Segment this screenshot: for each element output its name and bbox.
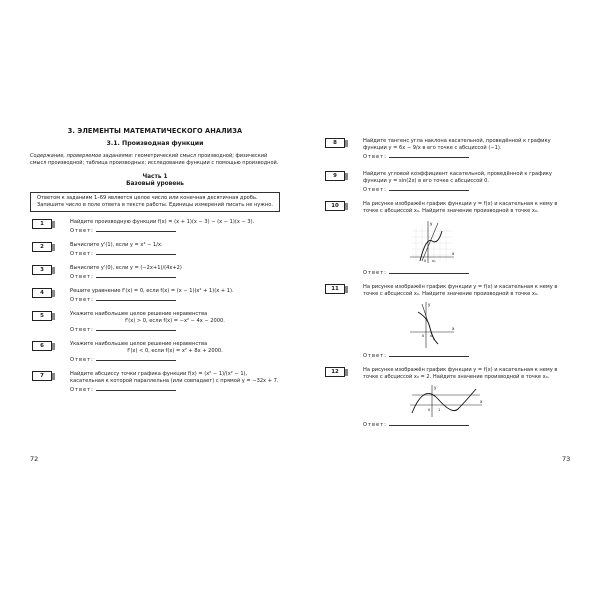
task-number: 12 [325, 367, 345, 377]
answer-row [70, 274, 280, 281]
task-text: На рисунке изображён график функции y = f(x) и касательная к нему в точке с абсциссой x₀. Найдите значение производной в точке x₀. [363, 284, 558, 297]
answer-label: Ответ: [70, 296, 94, 303]
task-number: 1 [32, 219, 52, 229]
task-3 [30, 265, 280, 281]
answer-field[interactable] [96, 254, 176, 255]
x-axis-label: x [452, 251, 455, 256]
task-number: 3 [32, 265, 52, 275]
task-5 [30, 311, 280, 334]
y-axis-label: y [434, 385, 437, 390]
task-number: 6 [32, 341, 52, 351]
left-page [30, 128, 280, 401]
task-text: Решите уравнение f'(x) = 0, если f(x) = (x − 1)(x² + 1)(x + 1). [70, 287, 234, 294]
task-2 [30, 242, 280, 258]
answer-label: Ответ: [363, 154, 387, 160]
content-label: Содержание, проверяемое заданиями: [30, 153, 134, 159]
task-number: 5 [32, 311, 52, 321]
answer-label: Ответ: [363, 187, 387, 193]
answer-label: Ответ: [70, 227, 94, 234]
answer-field[interactable] [389, 190, 469, 191]
answer-field[interactable] [96, 390, 176, 391]
task-4 [30, 288, 280, 304]
task-10 [323, 201, 573, 277]
graph-task-11 [408, 300, 468, 350]
function-curve [412, 389, 476, 413]
answer-label: Ответ: [70, 386, 94, 393]
origin-label: 0 [424, 259, 427, 263]
content-description [30, 153, 280, 166]
origin-label: 0 [422, 334, 425, 338]
right-page [323, 138, 573, 436]
task-number: 2 [32, 242, 52, 252]
subsection-title: 3.1. Производная функции [106, 140, 204, 147]
task-6 [30, 341, 280, 364]
task-1 [30, 219, 280, 235]
function-curve [418, 312, 438, 344]
task-text: Вычислите y'(0), если y = (−2x+1)/(4x+2) [70, 264, 182, 271]
task-number: 11 [325, 284, 345, 294]
answer-label: Ответ: [363, 270, 387, 276]
answer-label: Ответ: [363, 422, 387, 428]
task-11 [323, 284, 573, 360]
task-text: Укажите наибольшее целое решение неравенства [70, 340, 208, 347]
answer-label: Ответ: [363, 353, 387, 359]
content-text: геометрический смысл производной; физический смысл производной; таблица производных; исследование функции с помощью производной. [30, 153, 279, 166]
part-title: Часть 1 [142, 174, 168, 181]
page-number-right: 73 [562, 455, 571, 463]
answer-label: Ответ: [70, 250, 94, 257]
task-text: Найдите тангенс угла наклона касательной, проведённой к графику функции y = 6x − 9/x в его точке с абсциссой (−1). [363, 138, 551, 151]
answer-field[interactable] [389, 356, 469, 357]
x0-label: x₀ [430, 334, 434, 338]
task-number: 7 [32, 371, 52, 381]
task-8 [323, 138, 573, 161]
answer-field[interactable] [96, 231, 176, 232]
answer-row [363, 422, 573, 429]
page-number-left: 72 [30, 455, 39, 463]
task-7 [30, 371, 280, 394]
answer-row [363, 154, 573, 161]
task-text: Укажите наибольшее целое решение неравенства [70, 310, 208, 317]
task-text: На рисунке изображён график функции y = f(x) и касательная к нему в точке с абсциссой x₀ = 2. Найдите значение производной в точке x₀. [363, 367, 558, 380]
answer-row [70, 387, 280, 394]
answer-row [70, 327, 280, 334]
y-axis-label: y [428, 302, 431, 307]
answer-field[interactable] [96, 360, 176, 361]
graph-task-10 [408, 217, 468, 267]
x-axis-label: x [480, 399, 483, 404]
section-title: 3. ЭЛЕМЕНТЫ МАТЕМАТИЧЕСКОГО АНАЛИЗА [67, 127, 243, 135]
y-axis-label: y [430, 221, 433, 226]
task-text: На рисунке изображён график функции y = f(x) и касательная к нему в точке с абсциссой x₀. Найдите значение производной в точке x₀. [363, 201, 558, 214]
answer-row [363, 187, 573, 194]
answer-row [70, 251, 280, 258]
task-9 [323, 171, 573, 194]
answer-field[interactable] [389, 273, 469, 274]
answer-label: Ответ: [70, 326, 94, 333]
level-title: Базовый уровень [126, 181, 184, 188]
graph-task-12 [408, 383, 488, 419]
answer-row [70, 228, 280, 235]
origin-label: 0 [428, 408, 431, 412]
answer-label: Ответ: [70, 273, 94, 280]
answer-field[interactable] [96, 300, 176, 301]
answer-row [70, 297, 280, 304]
task-number: 8 [325, 138, 345, 148]
task-text: Найдите производную функции f(x) = (x + 1)(x − 3) − (x − 1)(x − 3). [70, 218, 255, 225]
x0-label: x₀ [432, 259, 436, 263]
task-12 [323, 367, 573, 429]
instruction-box: Ответом к заданиям 1–69 является целое число или конечная десятичная дробь. Запишите число в поле ответа в тексте работы. Единицы измерений писать не нужно. [30, 192, 280, 212]
answer-row [363, 270, 573, 277]
answer-field[interactable] [389, 157, 469, 158]
task-text: Найдите угловой коэффициент касательной, проведённой к графику функции y = sin(2x) в его точке с абсциссой 0. [363, 171, 552, 184]
answer-row [363, 353, 573, 360]
answer-field[interactable] [96, 330, 176, 331]
task-text: Найдите абсциссу точки графика функции f(x) = (x² − 1)/(x² − 1), касательная к которой параллельна (или совпадает) с прямой y = −32x + 7. [70, 370, 279, 384]
function-curve [420, 231, 442, 261]
task-formula: f'(x) > 0, если f(x) = −x² − 4x − 2000. [125, 317, 225, 324]
task-number: 10 [325, 201, 345, 211]
task-formula: f'(x) < 0, если f(x) = x² + 8x + 2000. [127, 347, 223, 354]
one-label: 1 [438, 408, 441, 412]
task-text: Вычислите y'(1), если y = x⁴ − 1/x. [70, 241, 163, 248]
answer-field[interactable] [96, 277, 176, 278]
task-number: 4 [32, 288, 52, 298]
task-number: 9 [325, 171, 345, 181]
answer-row [70, 357, 280, 364]
x-axis-label: x [452, 326, 455, 331]
answer-field[interactable] [389, 425, 469, 426]
answer-label: Ответ: [70, 356, 94, 363]
